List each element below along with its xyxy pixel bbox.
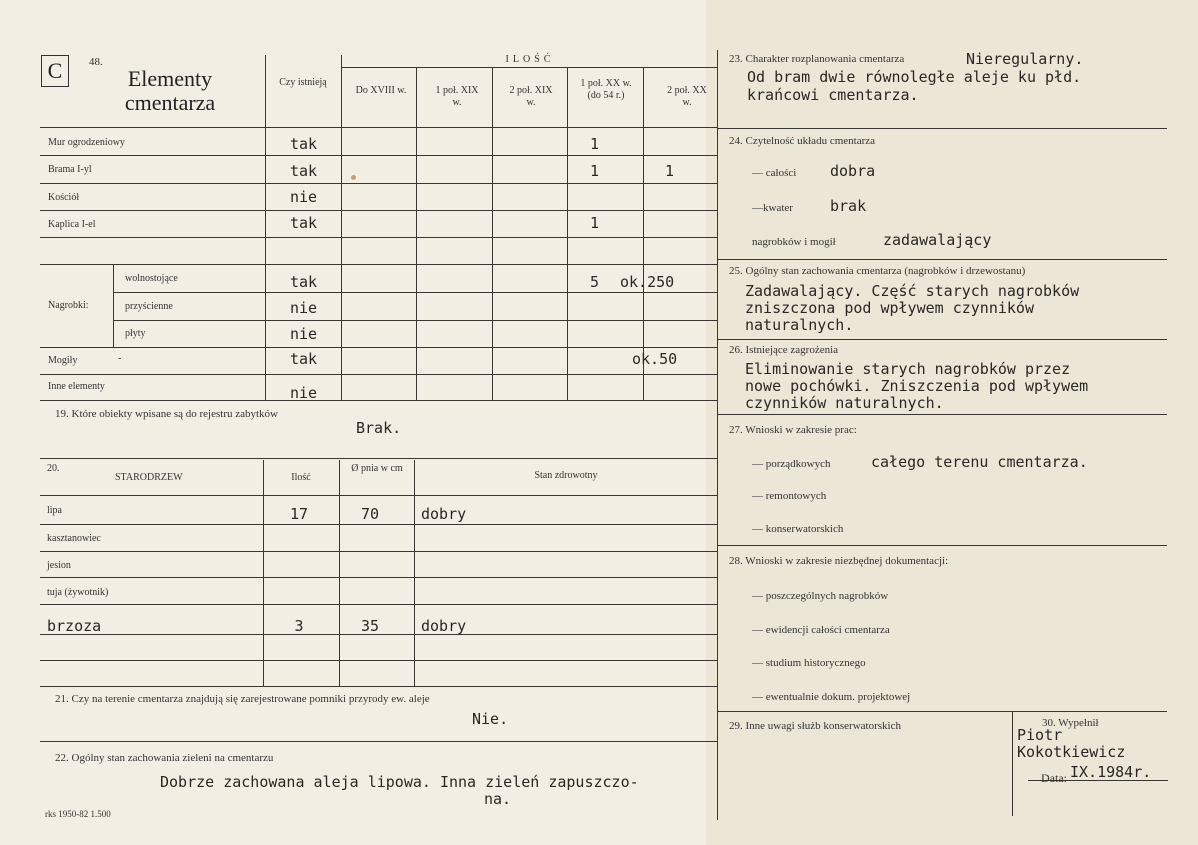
section-27-label: 27. Wnioski w zakresie prac: <box>729 424 857 436</box>
rule <box>40 660 717 661</box>
row-label: Kościół <box>48 192 80 203</box>
dokumentacja-item: — ewentualnie dokum. projektowej <box>752 691 911 703</box>
col-stan: Stan zdrowotny <box>534 470 598 481</box>
rule <box>567 67 568 400</box>
rule <box>40 495 717 496</box>
starodrzew-header: STARODRZEW <box>115 472 183 483</box>
section-22-value-line1: Dobrze zachowana aleja lipowa. Inna zieleń zapuszczo- <box>160 773 639 791</box>
czy-value: tak <box>289 350 318 368</box>
section-48-number: 48. <box>89 56 103 68</box>
mogily-dash: - <box>118 353 122 364</box>
tree-name-typed: brzoza <box>47 617 102 635</box>
section-24-label: 24. Czytelność układu cmentarza <box>729 135 876 147</box>
rule <box>40 183 717 184</box>
porzadkowych-label: — porządkowych <box>752 458 831 470</box>
rule <box>40 524 717 525</box>
section-21-label: 21. Czy na terenie cmentarza znajdują się zarejestrowane pomniki przyrody ew. aleje <box>55 693 430 705</box>
kwater-value: brak <box>830 197 867 215</box>
czy-value: tak <box>289 162 318 180</box>
rule <box>40 127 717 128</box>
rule <box>342 67 717 68</box>
section-26-value-line3: czynników naturalnych. <box>745 394 944 412</box>
xx1-value: 1 <box>590 214 600 232</box>
tree-name: lipa <box>47 505 62 516</box>
section-19-value: Brak. <box>356 419 402 437</box>
rule <box>40 210 717 211</box>
mogily-label: Mogiły <box>48 355 78 366</box>
xx2-value: ok.250 <box>620 273 675 291</box>
nagrobkow-value: zadawalający <box>883 231 992 249</box>
section-23-value-line3: krańcowi cmentarza. <box>747 86 919 104</box>
tree-fi: 70 <box>360 505 380 523</box>
rule <box>113 292 717 293</box>
form-code-box: C <box>41 55 69 87</box>
rule <box>717 414 1167 415</box>
rule <box>1028 780 1168 781</box>
right-sheet <box>706 0 1198 845</box>
data-label: Data: <box>1041 771 1067 785</box>
section-25-value-line2: zniszczona pod wpływem czynników <box>745 299 1034 317</box>
section-25-label: 25. Ogólny stan zachowania cmentarza (nagrobków i drzewostanu) <box>729 265 1026 277</box>
section-29-label: 29. Inne uwagi służb konserwatorskich <box>729 720 901 732</box>
col-2pol-xx: 2 poł. XX w. <box>667 85 707 108</box>
filled-date: IX.1984r. <box>1070 763 1152 781</box>
xx1-value: 1 <box>590 162 600 180</box>
tree-fi: 35 <box>360 617 380 635</box>
row-label: przyścienne <box>125 301 173 312</box>
nagrobkow-label: nagrobków i mogił <box>752 236 836 248</box>
section-30-label: 30. Wypełnił <box>1042 717 1099 729</box>
rule <box>717 259 1167 260</box>
rule <box>40 264 717 265</box>
section-22-value-line2: na. <box>484 790 512 808</box>
filled-by-name-line2: Kokotkiewicz <box>1017 743 1126 761</box>
col-1pol-xix: 1 poł. XIX w. <box>435 85 479 108</box>
col-1pol-xx: 1 poł. XX w. (do 54 r.) <box>580 78 632 101</box>
title-line2: cmentarza <box>124 90 216 115</box>
rule <box>717 50 718 820</box>
rule <box>40 577 717 578</box>
rule <box>717 339 1167 340</box>
xx2-value: ok.50 <box>632 350 678 368</box>
col-czy-istnieja: Czy istnieją <box>279 77 327 88</box>
row-label: Kaplica I-el <box>48 219 96 230</box>
row-label: Brama I-yl <box>48 164 92 175</box>
row-label: płyty <box>125 328 146 339</box>
rule <box>339 460 340 686</box>
czy-value: tak <box>289 135 318 153</box>
tree-name: tuja (żywotnik) <box>47 587 109 598</box>
col-ilosc-trees: Ilość <box>291 472 311 483</box>
col-ilosc: ILOŚĆ <box>505 54 555 65</box>
czy-value: tak <box>289 214 318 232</box>
col-fi-pnia: Ø pnia w cm <box>351 463 403 474</box>
rule <box>341 55 342 400</box>
rule <box>40 374 717 375</box>
section-25-value-line1: Zadawalający. Część starych nagrobków <box>745 282 1080 300</box>
czy-value: nie <box>289 299 318 317</box>
filled-by-name-line1: Piotr <box>1017 726 1063 744</box>
section-20-number: 20. <box>47 463 60 474</box>
rule <box>113 320 717 321</box>
czy-value: nie <box>289 325 318 343</box>
section-26-value-line2: nowe pochówki. Zniszczenia pod wpływem <box>745 377 1089 395</box>
rule <box>40 458 717 459</box>
section-26-label: 26. Istniejące zagrożenia <box>729 344 839 356</box>
dokumentacja-item: — studium historycznego <box>752 657 866 669</box>
ink-spot <box>351 175 356 180</box>
czy-value: nie <box>289 384 318 402</box>
xx1-value: 5 <box>590 273 600 291</box>
section-28-label: 28. Wnioski w zakresie niezbędnej dokumentacji: <box>729 555 949 567</box>
rule <box>40 400 717 401</box>
section-26-value-line1: Eliminowanie starych nagrobków przez <box>745 360 1071 378</box>
rule <box>263 460 264 686</box>
rule <box>414 460 415 686</box>
rule <box>40 155 717 156</box>
czy-value: nie <box>289 188 318 206</box>
inne-label: Inne elementy <box>48 381 105 392</box>
tree-stan: dobry <box>421 617 467 635</box>
section-21-value: Nie. <box>472 710 509 728</box>
kwater-label: —kwater <box>752 202 793 214</box>
rule <box>40 347 717 348</box>
calosci-label: — całości <box>752 167 797 179</box>
tree-name: kasztanowiec <box>47 533 101 544</box>
rule <box>113 264 114 347</box>
rule <box>40 686 717 687</box>
rule <box>40 741 717 742</box>
rule <box>416 67 417 400</box>
tree-ilosc: 3 <box>294 617 304 635</box>
rule <box>40 551 717 552</box>
section-19-label: 19. Które obiekty wpisane są do rejestru zabytków <box>55 408 278 420</box>
konserwatorskich-label: — konserwatorskich <box>752 523 844 535</box>
tree-ilosc: 17 <box>289 505 309 523</box>
col-do-xviii: Do XVIII w. <box>355 85 407 96</box>
rule <box>1012 711 1013 816</box>
col-2pol-xix: 2 poł. XIX w. <box>509 85 553 108</box>
section-25-value-line3: naturalnych. <box>745 316 854 334</box>
tree-name: jesion <box>47 560 71 571</box>
rule <box>717 545 1167 546</box>
xx2-value: 1 <box>665 162 675 180</box>
rule <box>717 711 1167 712</box>
rule <box>40 237 717 238</box>
row-label: Mur ogrodzeniowy <box>48 137 125 148</box>
title-line1: Elementy <box>127 66 213 91</box>
footer-print-code: rks 1950-82 1.500 <box>45 809 111 819</box>
porzadkowych-value: całego terenu cmentarza. <box>871 453 1088 471</box>
section-23-value-line2: Od bram dwie równoległe aleje ku płd. <box>747 68 1082 86</box>
section-22-label: 22. Ogólny stan zachowania zieleni na cmentarzu <box>55 752 274 764</box>
section-23-label: 23. Charakter rozplanowania cmentarza <box>729 53 905 65</box>
xx1-value: 1 <box>590 135 600 153</box>
tree-stan: dobry <box>421 505 467 523</box>
rule <box>717 128 1167 129</box>
rule <box>492 67 493 400</box>
remontowych-label: — remontowych <box>752 490 827 502</box>
calosci-value: dobra <box>830 162 876 180</box>
rule <box>40 604 717 605</box>
nagrobki-label: Nagrobki: <box>48 300 89 311</box>
czy-value: tak <box>289 273 318 291</box>
dokumentacja-item: — ewidencji całości cmentarza <box>752 624 890 636</box>
row-label: wolnostojące <box>125 273 178 284</box>
section-23-value-line1: Nieregularny. <box>966 50 1084 68</box>
dokumentacja-item: — poszczególnych nagrobków <box>752 590 889 602</box>
